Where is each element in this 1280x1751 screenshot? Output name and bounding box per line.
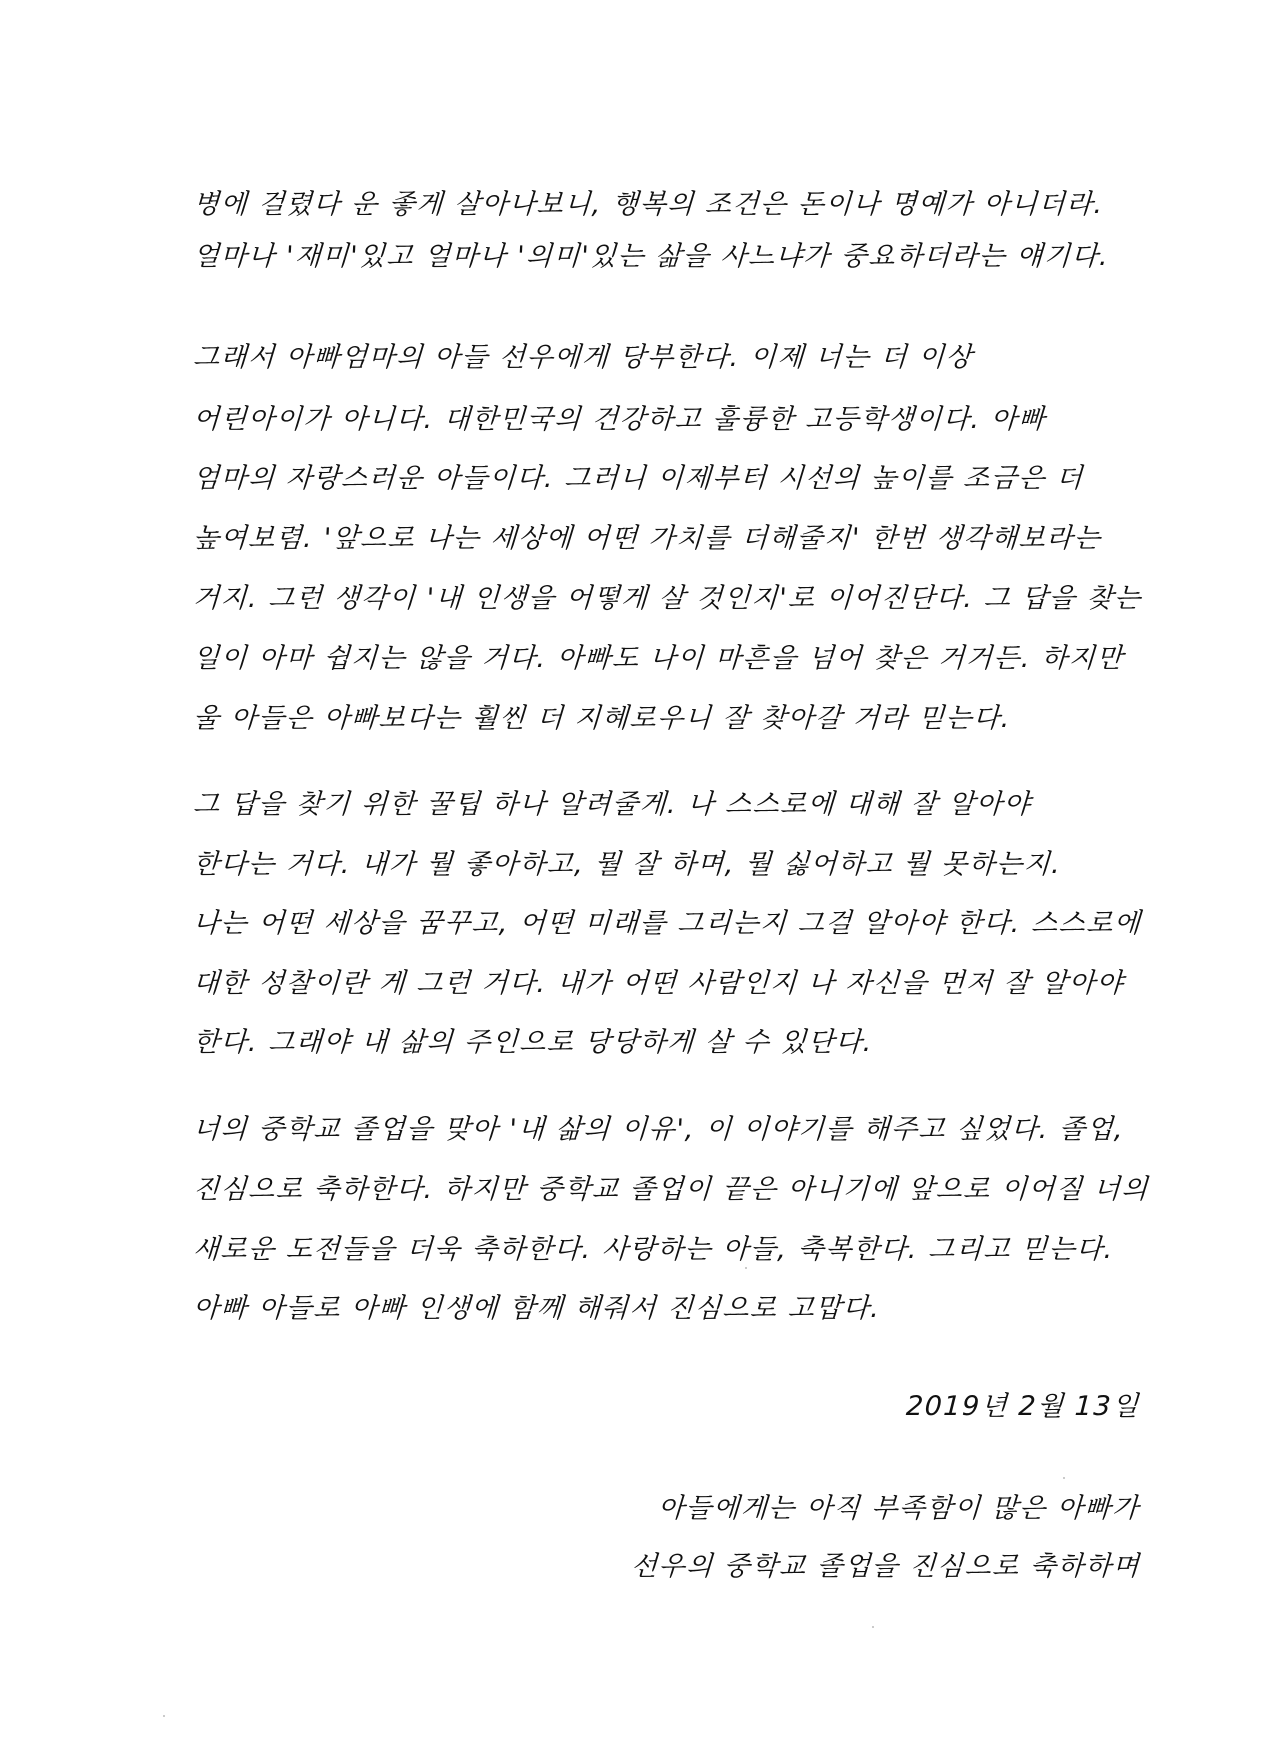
letter-line: 병에 걸렸다 운 좋게 살아나보니, 행복의 조건은 돈이나 명예가 아니더라. <box>192 189 1105 220</box>
letter-line: 거지. 그런 생각이 '내 인생을 어떻게 살 것인지'로 이어진단다. 그 답을 찾는 <box>192 583 1143 614</box>
letter-line: 나는 어떤 세상을 꿈꾸고, 어떤 미래를 그리는지 그걸 알아야 한다. 스스로에 <box>192 908 1143 939</box>
letter-line: 아빠 아들로 아빠 인생에 함께 해줘서 진심으로 고맙다. <box>192 1293 882 1324</box>
letter-line: 그 답을 찾기 위한 꿀팁 하나 알려줄게. 나 스스로에 대해 잘 알아야 <box>192 789 1032 820</box>
letter-line: 대한 성찰이란 게 그런 거다. 내가 어떤 사람인지 나 자신을 먼저 잘 알아야 <box>192 968 1125 999</box>
signature-line: 아들에게는 아직 부족함이 많은 아빠가 <box>657 1493 1141 1524</box>
letter-line: 얼마나 '재미'있고 얼마나 '의미'있는 삶을 사느냐가 중요하더라는 얘기다. <box>192 241 1111 272</box>
scan-speck <box>1063 1477 1065 1479</box>
letter-line: 엄마의 자랑스러운 아들이다. 그러니 이제부터 시선의 높이를 조금은 더 <box>192 463 1085 494</box>
letter-line: 높여보렴. '앞으로 나는 세상에 어떤 가치를 더해줄지' 한번 생각해보라는 <box>192 523 1103 554</box>
letter-line: 새로운 도전들을 더욱 축하한다. 사랑하는 아들, 축복한다. 그리고 믿는다. <box>192 1234 1115 1265</box>
letter-line: 어린아이가 아니다. 대한민국의 건강하고 훌륭한 고등학생이다. 아빠 <box>192 404 1047 435</box>
scan-speck <box>872 1626 874 1628</box>
scan-speck <box>745 1267 747 1269</box>
letter-line: 일이 아마 쉽지는 않을 거다. 아빠도 나이 마흔을 넘어 찾은 거거든. 하지만 <box>192 643 1125 674</box>
letter-date: 2019년 2월 13일 <box>905 1391 1141 1422</box>
letter-line: 그래서 아빠엄마의 아들 선우에게 당부한다. 이제 너는 더 이상 <box>192 342 975 373</box>
signature-line: 선우의 중학교 졸업을 진심으로 축하하며 <box>629 1551 1141 1582</box>
letter-line: 울 아들은 아빠보다는 훨씬 더 지혜로우니 잘 찾아갈 거라 믿는다. <box>192 703 1012 734</box>
scan-speck <box>163 1715 165 1717</box>
letter-line: 너의 중학교 졸업을 맞아 '내 삶의 이유', 이 이야기를 해주고 싶었다. 졸업, <box>192 1114 1126 1145</box>
letter-line: 진심으로 축하한다. 하지만 중학교 졸업이 끝은 아니기에 앞으로 이어질 너의 <box>192 1174 1150 1205</box>
letter-line: 한다. 그래야 내 삶의 주인으로 당당하게 살 수 있단다. <box>192 1027 874 1058</box>
letter-line: 한다는 거다. 내가 뭘 좋아하고, 뭘 잘 하며, 뭘 싫어하고 뭘 못하는지. <box>192 849 1063 880</box>
